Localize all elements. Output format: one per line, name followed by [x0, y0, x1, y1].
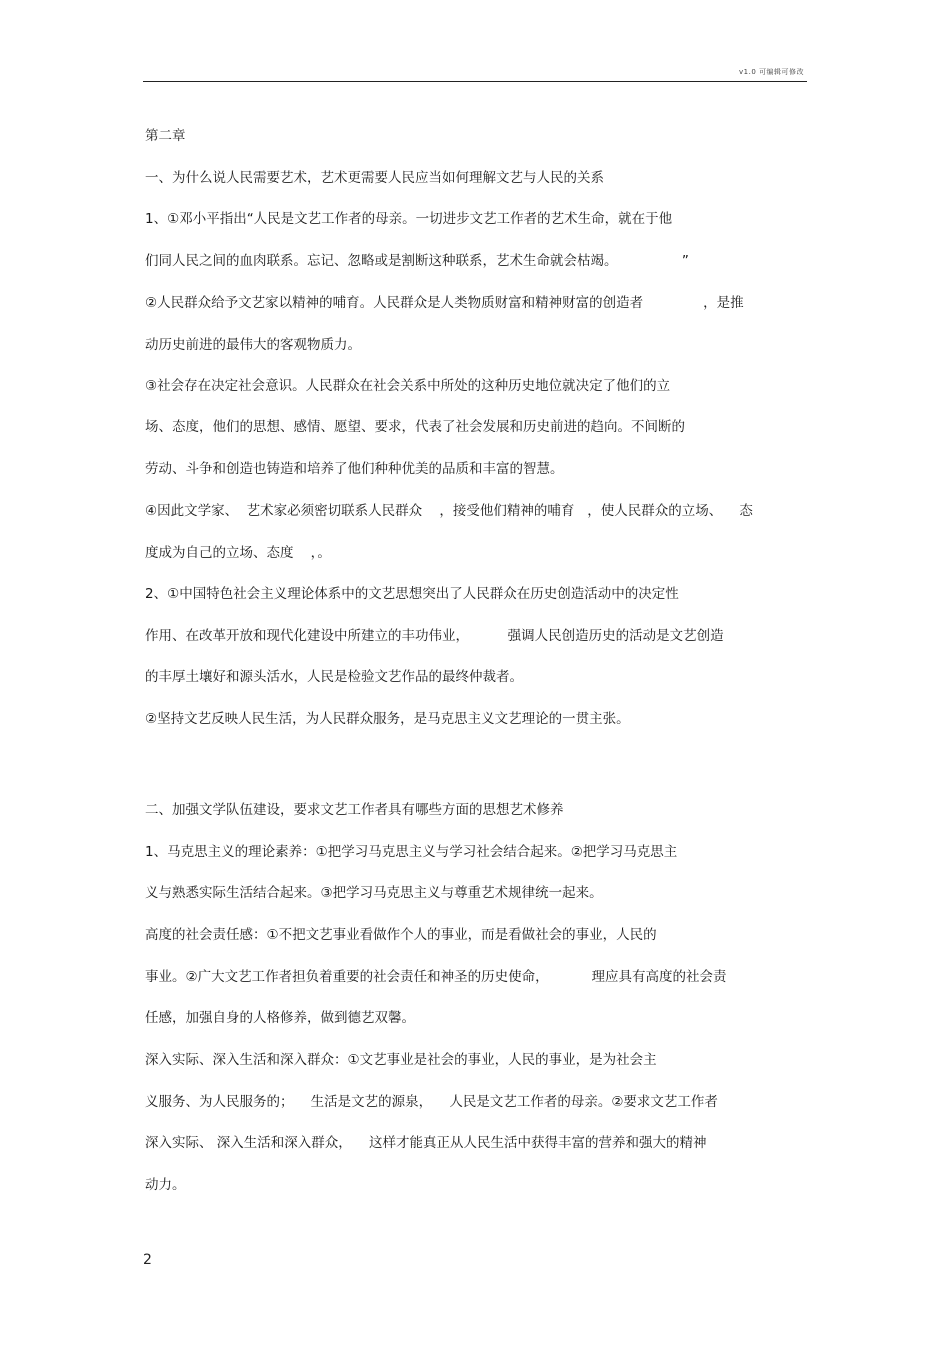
paragraph-line: 深入实际、深入生活和深入群众：①文艺事业是社会的事业，人民的事业，是为社会主	[145, 1052, 657, 1068]
paragraph-line: 1、马克思主义的理论素养：①把学习马克思主义与学习社会结合起来。②把学习马克思主	[145, 844, 678, 860]
paragraph-line: 们同人民之间的血肉联系。忘记、忽略或是割断这种联系，艺术生命就会枯竭。 ”	[145, 253, 689, 269]
paragraph-line: 动力。	[145, 1177, 186, 1193]
paragraph-line: 1、①邓小平指出“人民是文艺工作者的母亲。一切进步文艺工作者的艺术生命，就在于他	[145, 211, 673, 227]
paragraph-line: 的丰厚土壤好和源头活水，人民是检验文艺作品的最终仲裁者。	[145, 669, 523, 685]
paragraph-line: 深入实际、 深入生活和深入群众， 这样才能真正从人民生活中获得丰富的营养和强大的精神	[145, 1135, 707, 1151]
header-version-note: v1.0 可编辑可修改	[739, 68, 804, 76]
paragraph-line: 事业。②广大文艺工作者担负着重要的社会责任和神圣的历史使命， 理应具有高度的社会责	[145, 969, 727, 985]
header-rule	[143, 81, 807, 82]
paragraph-line: 2、①中国特色社会主义理论体系中的文艺思想突出了人民群众在历史创造活动中的决定性	[145, 586, 679, 602]
paragraph-line: ③社会存在决定社会意识。人民群众在社会关系中所处的这种历史地位就决定了他们的立	[145, 378, 671, 394]
paragraph-line: 场、态度，他们的思想、感情、愿望、要求，代表了社会发展和历史前进的趋向。不间断的	[145, 419, 685, 435]
paragraph-line: ②坚持文艺反映人民生活，为人民群众服务，是马克思主义文艺理论的一贯主张。	[145, 711, 630, 727]
paragraph-line: 动历史前进的最伟大的客观物质力。	[145, 337, 361, 353]
paragraph-line: 义与熟悉实际生活结合起来。③把学习马克思主义与尊重艺术规律统一起来。	[145, 885, 603, 901]
paragraph-line: 高度的社会责任感：①不把文艺事业看做作个人的事业，而是看做社会的事业，人民的	[145, 927, 657, 943]
chapter-title: 第二章	[145, 128, 186, 144]
section-heading-1: 一、为什么说人民需要艺术，艺术更需要人民应当如何理解文艺与人民的关系	[145, 170, 604, 186]
paragraph-line: 度成为自己的立场、态度 ，。	[145, 545, 331, 561]
paragraph-line: 作用、在改革开放和现代化建设中所建立的丰功伟业， 强调人民创造历史的活动是文艺创造	[145, 628, 724, 644]
paragraph-line: ②人民群众给予文艺家以精神的哺育。人民群众是人类物质财富和精神财富的创造者 ，是推	[145, 295, 744, 311]
paragraph-line: ④因此文学家、 艺术家必须密切联系人民群众 ，接受他们精神的哺育 ，使人民群众的立场、 态	[145, 503, 753, 519]
paragraph-line: 劳动、斗争和创造也铸造和培养了他们种种优美的品质和丰富的智慧。	[145, 461, 564, 477]
paragraph-line: 任感，加强自身的人格修养，做到德艺双馨。	[145, 1010, 415, 1026]
section-heading-2: 二、加强文学队伍建设，要求文艺工作者具有哪些方面的思想艺术修养	[145, 802, 564, 818]
paragraph-line: 义服务、为人民服务的； 生活是文艺的源泉， 人民是文艺工作者的母亲。②要求文艺工作者	[145, 1094, 718, 1110]
page-number: 2	[143, 1252, 152, 1268]
